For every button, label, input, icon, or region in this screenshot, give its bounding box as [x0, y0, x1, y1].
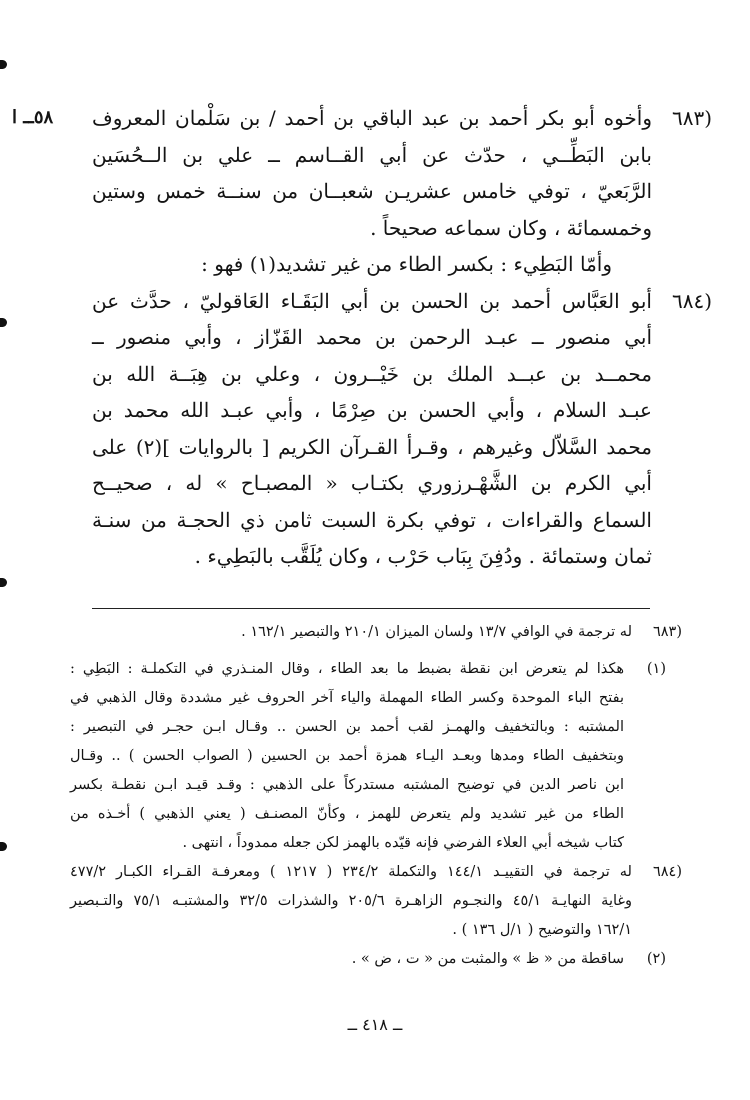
note-number: (٢) [646, 951, 666, 967]
note-text: هكذا لم يتعرض ابن نقطة بضبط ما بعد الطاء ، وقال المنـذري في التكملـة : البَطِي : [70, 661, 624, 677]
note-text: ابن ناصر الدين في توضيح المشتبه مستدركاً على الذهبي : وقـد قيـد ابـن نقطـة بكسر [70, 777, 624, 793]
main-text [12, 100, 712, 575]
entry-684-line-3: محمــد بن عبــد الملك بن خَيْــرون ، وعلي بن هِبَــة الله بن [92, 361, 652, 386]
note-number: (٦٨٣ [652, 624, 682, 640]
note-683-line-1 [70, 618, 680, 647]
note-text: وغاية النهايـة ٤٥/١ والنجـوم الزاهـرة ٢٠٥/٦ والشذرات ٣٢/٥ والمشتبـه ٧٥/١ والتـبصير [70, 893, 632, 909]
note-684-line-2 [70, 887, 680, 916]
entry-684-line-2: أبي منصور ــ عبـد الرحمن بن محمد القَزّاز ، وأبي منصور ــ [92, 325, 652, 349]
footnote-divider [92, 608, 650, 609]
margin-folio-mark: ٥٨ــ ا [12, 107, 54, 128]
entry-683-line-1 [12, 100, 712, 137]
note-text: بفتح الباء الموحدة وكسر الطاء المهملة والياء آخر الحروف غير مشددة وقال الذهبي في [70, 690, 624, 706]
footnotes [70, 618, 680, 974]
footnote-1-line-6 [70, 800, 680, 829]
note-text: ساقطة من « ظ » والمثبت من « ت ، ض » . [351, 951, 624, 967]
section-intro: وأمّا البَطِيء : بكسر الطاء من غير تشديد(١) فهو : [201, 252, 612, 276]
note-684-line-3 [70, 916, 680, 945]
page-number [0, 1015, 750, 1034]
note-text: وبتخفيف الطاء ومدها وبعـد اليـاء همزة أحمد بن الحسين ( الصواب الحسن ) .. وقـال [70, 748, 624, 764]
note-text: المشتبه : وبالتخفيف والهمـز لقب أحمد بن الحسن .. وقـال ابـن حجـر في التبصير : [70, 719, 624, 735]
footnote-1-line-5 [70, 771, 680, 800]
footnote-1-line-1 [70, 655, 680, 684]
margin-dot [0, 842, 7, 851]
note-text: الطاء من غير تشديد ولم يتعرض للهمز ، وكأنّ المصنـف ( يعني الذهبي ) أخـذه من [70, 806, 624, 822]
entry-684-line-5: محمد السَّلاّل وغيرهم ، وقـرأ القـرآن الكريم [ بالروايات ](٢) على [92, 434, 652, 459]
entry-684-line-6: أبي الكرم بن الشَّهْـرزوري بكتـاب « المصبـاح » له ، صحيــح [92, 471, 652, 495]
note-text: له ترجمة في الوافي ١٣/٧ ولسان الميزان ٢١٠/١ والتبصير ١٦٢/١ . [241, 624, 632, 640]
footnote-1-line-3 [70, 713, 680, 742]
entry-684-line-4: عبـد السلام ، وأبي الحسن بن صِرْمًا ، وأبي عبـد الله محمد بن [92, 398, 652, 422]
entry-683-line-4: وخمسمائة ، وكان سماعه صحيحاً . [370, 215, 652, 240]
page-number-text: ــ ٤١٨ ــ [347, 1015, 403, 1034]
note-684-line-1 [70, 858, 680, 887]
entry-text: أبو العَبَّاس أحمد بن الحسن بن أبي البَقَـاء العَاقوليّ ، حدَّث عن [92, 288, 652, 313]
entry-text: وأخوه أبو بكر أحمد بن عبد الباقي بن أحمد / بن سَلْمان المعروف [92, 106, 652, 130]
footnote-2-line-1 [70, 945, 680, 974]
note-number: (١) [646, 661, 666, 677]
entry-684-line-7: السماع والقراءات ، توفي بكرة السبت ثامن ذي الحجـة من سنـة [92, 507, 652, 532]
entry-number: (٦٨٣ [671, 106, 712, 130]
note-text: ١٦٢/١ والتوضيح ( ١/ل ١٣٦ ) . [452, 922, 632, 938]
footnote-1-line-2 [70, 684, 680, 713]
margin-dot [0, 60, 7, 69]
entry-684-line-1 [92, 283, 712, 320]
entry-683-line-2: بابن البَطِّــي ، حدّث عن أبي القــاسم ــ علي بن الــحُسَين [92, 142, 652, 167]
margin-dot [0, 318, 7, 327]
footnote-1-line-4 [70, 742, 680, 771]
footnote-1-line-7 [70, 829, 680, 858]
margin-dot [0, 578, 7, 587]
entry-683-line-3: الرَّبَعيّ ، توفي خامس عشريـن شعبــان من سنــة خمس وستين [92, 179, 652, 203]
entry-684-line-8: ثمان وستمائة . ودُفِنَ بِبَاب حَرْب ، وكان يُلَقَّب بالبَطِيء . [194, 544, 652, 568]
note-number: (٦٨٤ [652, 864, 682, 880]
note-text: كتاب شيخه أبي العلاء الفرضي فإنه قيّده بالهمز لكن جعله ممدوداً ، انتهى . [182, 835, 624, 851]
note-text: له ترجمة في التقييـد ١٤٤/١ والتكملة ٢٣٤/٢ ( ١٢١٧ ) ومعرفـة القـراء الكبـار ٤٧٧/٢ [70, 864, 632, 880]
entry-number: (٦٨٤ [671, 288, 712, 313]
